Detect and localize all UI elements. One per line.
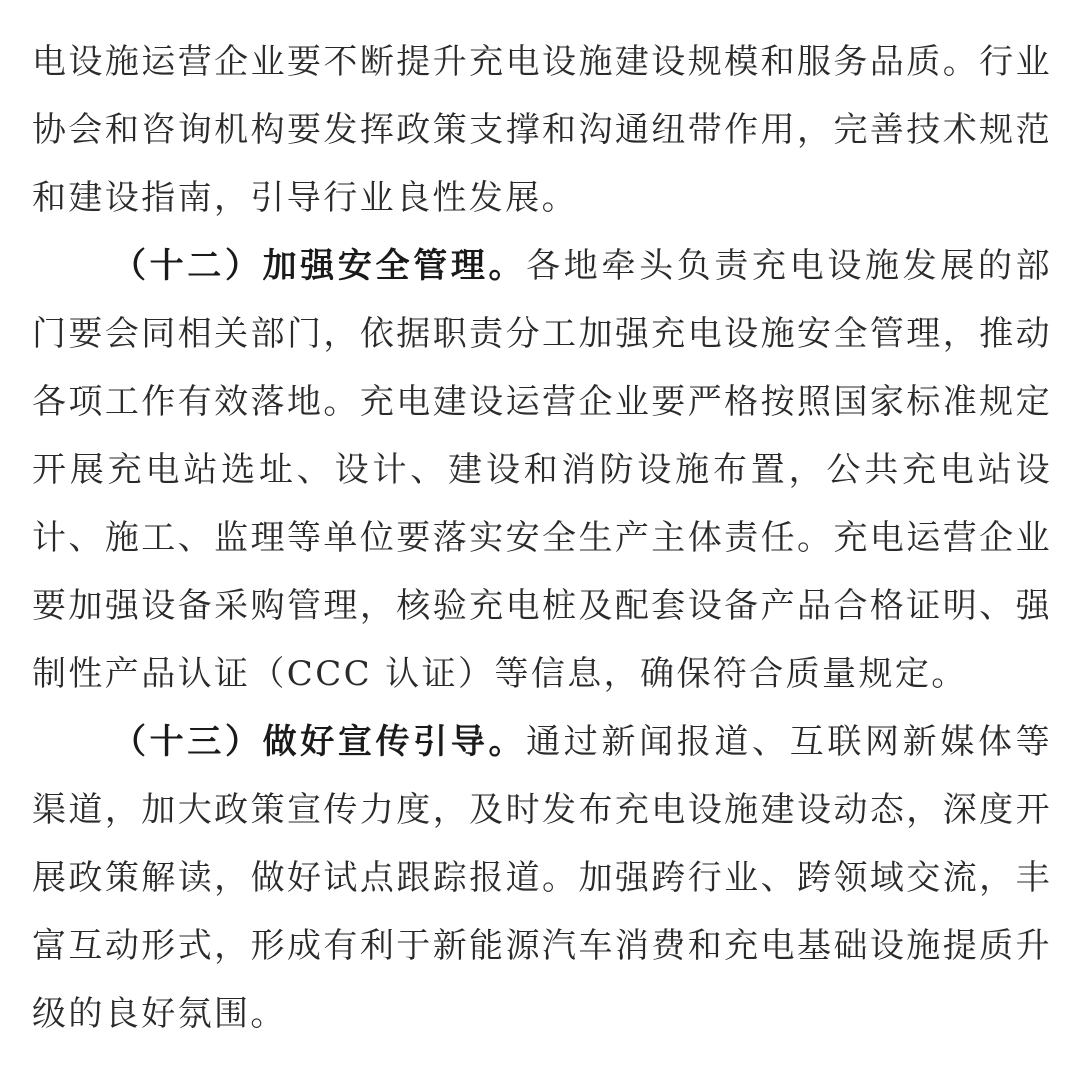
section-heading-13: （十三）做好宣传引导。 [112, 722, 527, 762]
paragraph-section-13 [32, 708, 1052, 1048]
section-heading-12: （十二）加强安全管理。 [112, 246, 527, 286]
document-body [32, 28, 1052, 1048]
paragraph-text: 电设施运营企业要不断提升充电设施建设规模和服务品质。行业协会和咨询机构要发挥政策支撑和沟通纽带作用，完善技术规范和建设指南，引导行业良性发展。 [32, 42, 1052, 218]
paragraph-text: 通过新闻报道、互联网新媒体等渠道，加大政策宣传力度，及时发布充电设施建设动态，深度开展政策解读，做好试点跟踪报道。加强跨行业、跨领域交流，丰富互动形式，形成有利于新能源汽车消费和充电基础设施提质升级的良好氛围。 [32, 722, 1052, 1034]
paragraph-continuation [32, 28, 1052, 232]
paragraph-section-12 [32, 232, 1052, 708]
paragraph-text: 各地牵头负责充电设施发展的部门要会同相关部门，依据职责分工加强充电设施安全管理，推动各项工作有效落地。充电建设运营企业要严格按照国家标准规定开展充电站选址、设计、建设和消防设施布置，公共充电站设计、施工、监理等单位要落实安全生产主体责任。充电运营企业要加强设备采购管理，核验充电桩及配套设备产品合格证明、强制性产品认证（CCC 认证）等信息，确保符合质量规定。 [32, 246, 1052, 694]
